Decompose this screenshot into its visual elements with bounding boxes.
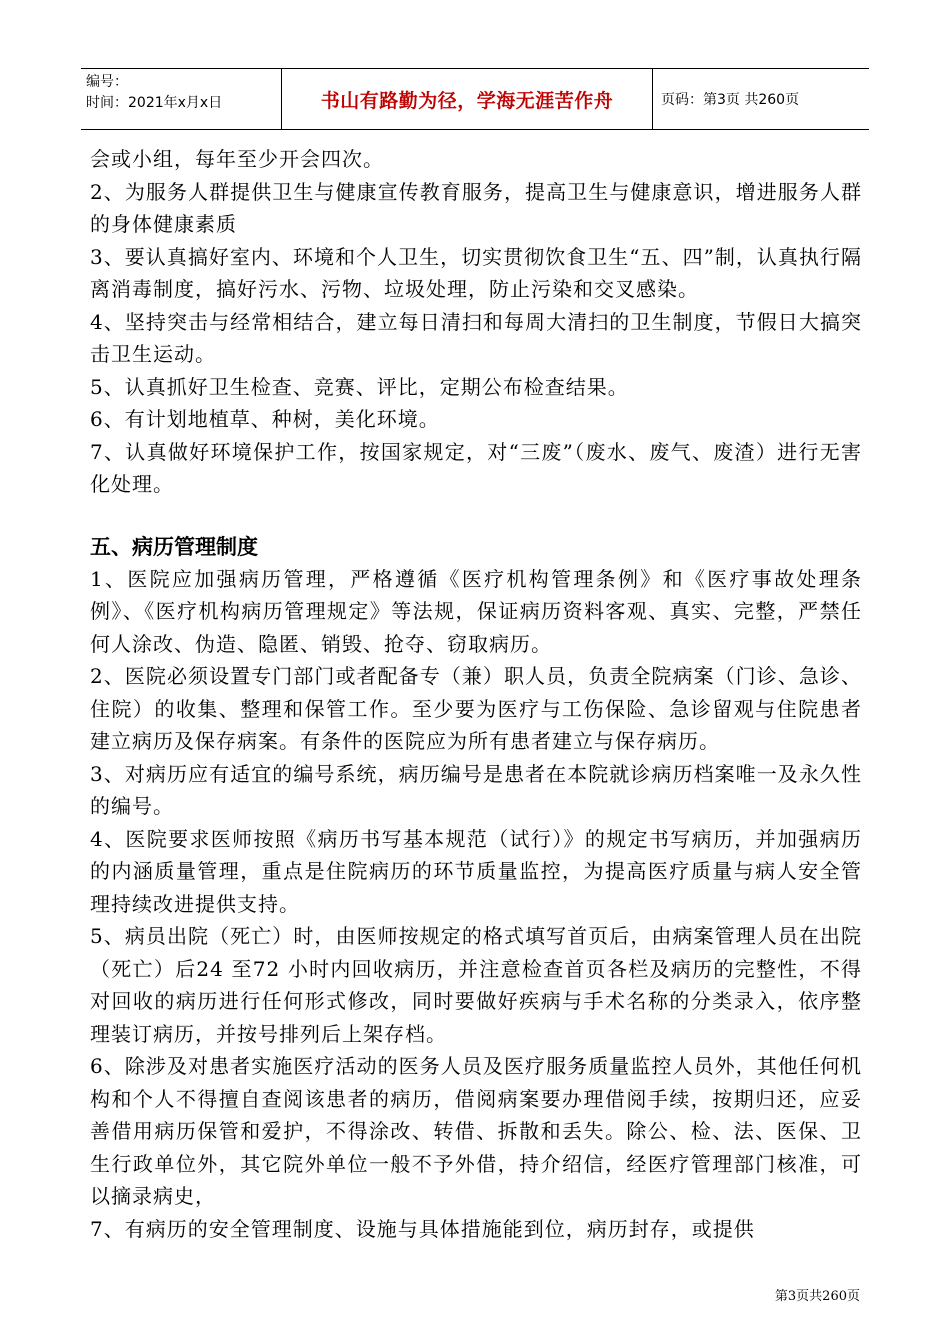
page-header <box>81 68 869 130</box>
paragraph: 7、认真做好环境保护工作，按国家规定，对“三废”（废水、废气、废渣）进行无害化处理。 <box>90 439 862 496</box>
document-body <box>90 143 862 1245</box>
page-footer: 第3页共260页 <box>774 1289 860 1304</box>
header-time-label: 时间：2021年x月x日 <box>86 95 223 111</box>
paragraph: 2、为服务人群提供卫生与健康宣传教育服务，提高卫生与健康意识，增进服务人群的身体健康素质 <box>90 179 862 236</box>
paragraph: 1、医院应加强病历管理，严格遵循《医疗机构管理条例》和《医疗事故处理条例》、《医疗机构病历管理规定》等法规，保证病历资料客观、真实、完整，严禁任何人涂改、伪造、隐匿、销毁、抢夺、窃取病历。 <box>90 566 862 656</box>
section-title: 五、病历管理制度 <box>90 534 258 559</box>
paragraph: 2、医院必须设置专门部门或者配备专（兼）职人员，负责全院病案（门诊、急诊、住院）的收集、整理和保管工作。至少要为医疗与工伤保险、急诊留观与住院患者建立病历及保存病案。有条件的医院应为所有患者建立与保存病历。 <box>90 664 862 753</box>
header-number-label: 编号： <box>86 74 128 90</box>
paragraph: 7、有病历的安全管理制度、设施与具体措施能到位，病历封存，或提供 <box>90 1216 755 1241</box>
paragraph: 6、除涉及对患者实施医疗活动的医务人员及医疗服务质量监控人员外，其他任何机构和个人不得擅自查阅该患者的病历，借阅病案要办理借阅手续，按期归还，应妥善借用病历保管和爱护，不得涂改、转借、拆散和丢失。除公、检、法、医保、卫生行政单位外，其它院外单位一般不予外借，持介绍信，经医疗管理部门核准，可以摘录病史， <box>90 1054 862 1208</box>
paragraph: 4、医院要求医师按照《病历书写基本规范（试行）》的规定书写病历，并加强病历的内涵质量管理，重点是住院病历的环节质量监控，为提高医疗质量与病人安全管理持续改进提供支持。 <box>90 826 862 916</box>
paragraph: 会或小组，每年至少开会四次。 <box>90 147 384 171</box>
paragraph: 3、要认真搞好室内、环境和个人卫生，切实贯彻饮食卫生“五、四”制，认真执行隔离消毒制度，搞好污水、污物、垃圾处理，防止污染和交叉感染。 <box>90 244 862 301</box>
paragraph: 5、病员出院（死亡）时，由医师按规定的格式填写首页后，由病案管理人员在出院（死亡）后24 至72 小时内回收病历，并注意检查首页各栏及病历的完整性，不得对回收的病历进行任何形式修改，同时要做好疾病与手术名称的分类录入，依序整理装订病历，并按号排列后上架存档。 <box>90 924 862 1046</box>
header-meta <box>81 69 282 129</box>
header-motto: 书山有路勤为径，学海无涯苦作舟 <box>282 69 653 129</box>
paragraph: 5、认真抓好卫生检查、竞赛、评比，定期公布检查结果。 <box>90 374 629 399</box>
paragraph: 3、对病历应有适宜的编号系统，病历编号是患者在本院就诊病历档案唯一及永久性的编号。 <box>90 761 862 818</box>
paragraph: 6、有计划地植草、种树，美化环境。 <box>90 407 440 431</box>
paragraph: 4、坚持突击与经常相结合，建立每日清扫和每周大清扫的卫生制度，节假日大搞突击卫生运动。 <box>90 309 862 366</box>
header-page-info: 页码：第3页 共260页 <box>661 92 800 108</box>
